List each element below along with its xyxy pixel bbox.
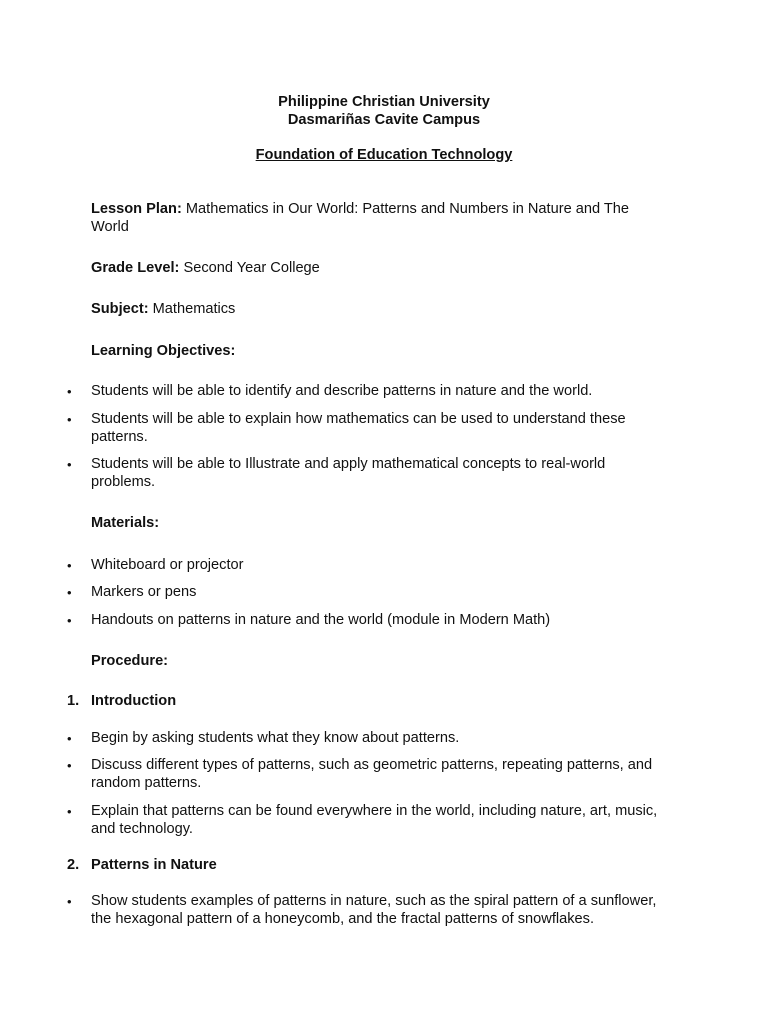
lesson-plan-continuation: World xyxy=(91,219,129,235)
materials-heading: Materials: xyxy=(91,515,160,531)
objective-line: Students will be able to Illustrate and apply mathematical concepts to real-world xyxy=(91,456,606,472)
bullet-icon: • xyxy=(67,384,72,399)
step-number: 2. xyxy=(67,857,80,873)
bullet-icon: • xyxy=(67,804,72,819)
step-number: 1. xyxy=(67,693,80,709)
bullet-icon: • xyxy=(67,585,72,600)
grade-level-line xyxy=(91,259,691,277)
procedure-item xyxy=(91,802,691,838)
objective-item xyxy=(91,382,691,400)
objective-item xyxy=(91,455,691,491)
lesson-plan-line xyxy=(91,200,691,218)
procedure-item xyxy=(91,729,691,747)
lesson-plan-label: Lesson Plan: xyxy=(91,201,182,217)
objectives-heading: Learning Objectives: xyxy=(91,343,236,359)
university-name: Philippine Christian University xyxy=(278,94,490,110)
bullet-icon: • xyxy=(67,412,72,427)
objective-line: Students will be able to identify and describe patterns in nature and the world. xyxy=(91,383,593,399)
objective-line: patterns. xyxy=(91,429,148,445)
procedure-line: Discuss different types of patterns, such as geometric patterns, repeating patterns, and xyxy=(91,757,653,773)
material-item: Markers or pens xyxy=(91,584,197,600)
bullet-icon: • xyxy=(67,758,72,773)
objective-item xyxy=(91,410,691,446)
bullet-icon: • xyxy=(67,457,72,472)
procedure-line: and technology. xyxy=(91,821,193,837)
course-title: Foundation of Education Technology xyxy=(255,147,513,163)
step-title: Patterns in Nature xyxy=(91,857,217,873)
subject-label: Subject: xyxy=(91,301,149,317)
campus-name: Dasmariñas Cavite Campus xyxy=(287,112,481,128)
procedure-item xyxy=(91,756,691,792)
procedure-line: random patterns. xyxy=(91,775,202,791)
procedure-line: Begin by asking students what they know about patterns. xyxy=(91,730,460,746)
bullet-icon: • xyxy=(67,731,72,746)
step-title: Introduction xyxy=(91,693,177,709)
grade-level-value: Second Year College xyxy=(179,260,320,276)
procedure-line: the hexagonal pattern of a honeycomb, and the fractal patterns of snowflakes. xyxy=(91,911,594,927)
material-item: Handouts on patterns in nature and the world (module in Modern Math) xyxy=(91,612,551,628)
subject-value: Mathematics xyxy=(148,301,236,317)
subject-line xyxy=(91,300,691,318)
objective-line: Students will be able to explain how mathematics can be used to understand these xyxy=(91,411,626,427)
bullet-icon: • xyxy=(67,613,72,628)
grade-level-label: Grade Level: xyxy=(91,260,180,276)
procedure-line: Explain that patterns can be found everywhere in the world, including nature, art, music, xyxy=(91,803,658,819)
procedure-line: Show students examples of patterns in nature, such as the spiral pattern of a sunflower, xyxy=(91,893,657,909)
bullet-icon: • xyxy=(67,894,72,909)
objective-line: problems. xyxy=(91,474,156,490)
bullet-icon: • xyxy=(67,558,72,573)
procedure-heading: Procedure: xyxy=(91,653,169,669)
lesson-plan-value: Mathematics in Our World: Patterns and Numbers in Nature and The xyxy=(181,201,630,217)
procedure-item xyxy=(91,892,691,928)
material-item: Whiteboard or projector xyxy=(91,557,244,573)
